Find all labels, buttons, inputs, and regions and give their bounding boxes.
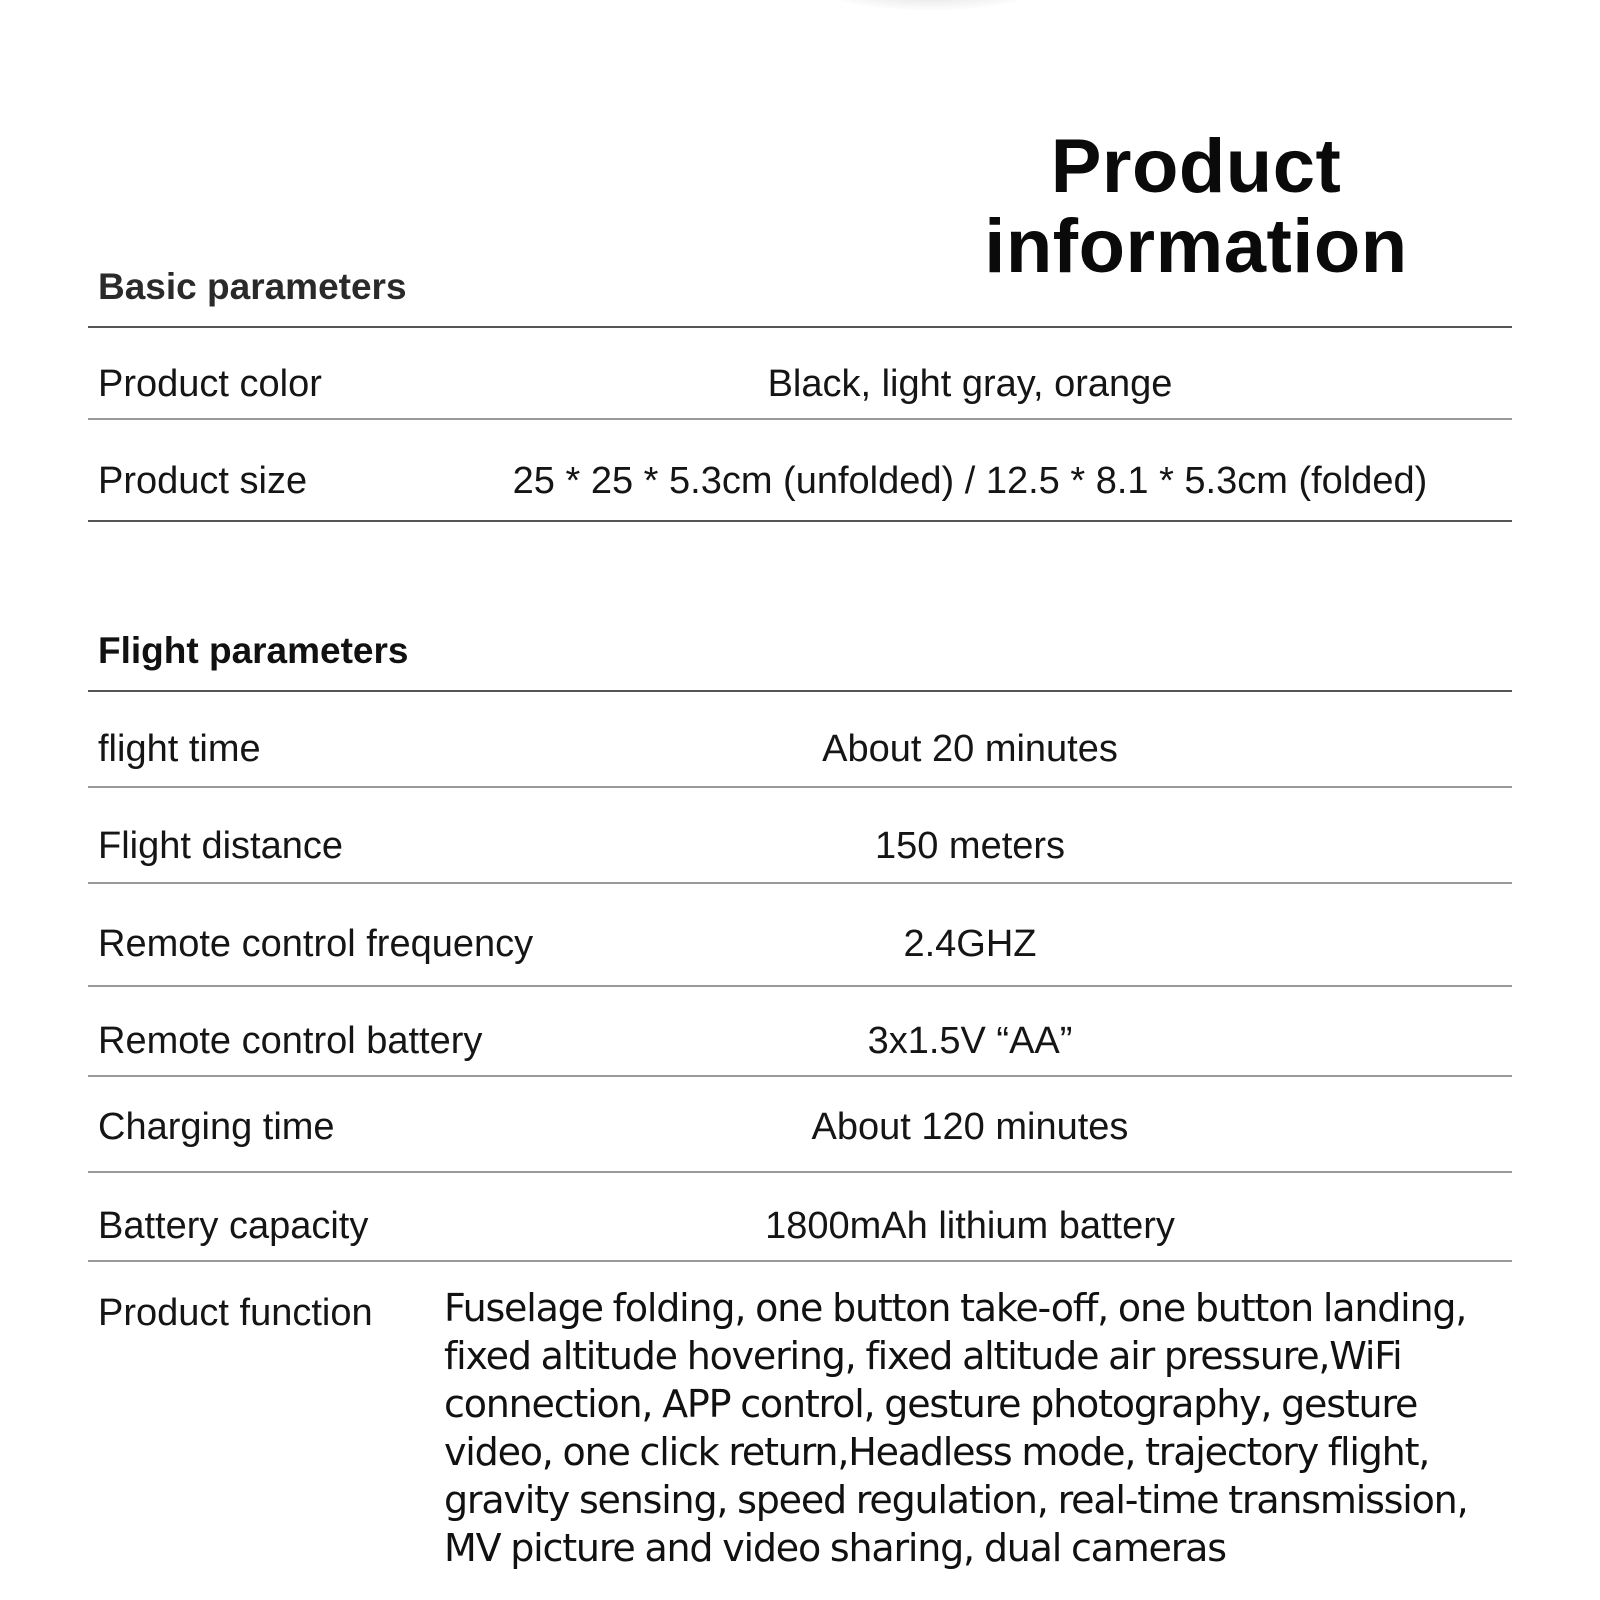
row-divider	[88, 1171, 1512, 1173]
charging-time-value: About 120 minutes	[811, 1106, 1129, 1148]
row-divider	[88, 786, 1512, 788]
product-size-value: 25 * 25 * 5.3cm (unfolded) / 12.5 * 8.1 * 5.3cm (folded)	[512, 460, 1428, 502]
charging-time-label: Charging time	[98, 1106, 335, 1148]
basic-heading-divider	[88, 326, 1512, 328]
row-divider	[88, 1260, 1512, 1262]
basic-section-end-divider	[88, 520, 1512, 522]
flight-heading-divider	[88, 690, 1512, 692]
product-color-value: Black, light gray, orange	[767, 363, 1173, 405]
product-function-line: fixed altitude hovering, fixed altitude air pressure,WiFi	[444, 1334, 1402, 1378]
remote-control-battery-value: 3x1.5V “AA”	[867, 1020, 1073, 1062]
product-function-line: connection, APP control, gesture photography, gesture	[444, 1382, 1418, 1426]
flight-time-value: About 20 minutes	[822, 728, 1118, 770]
product-color-label: Product color	[98, 363, 322, 405]
product-function-line: gravity sensing, speed regulation, real-time transmission,	[444, 1478, 1468, 1522]
battery-capacity-value: 1800mAh lithium battery	[765, 1205, 1175, 1247]
basic-parameters-heading: Basic parameters	[98, 266, 407, 307]
flight-distance-value: 150 meters	[874, 825, 1066, 867]
row-divider	[88, 985, 1512, 987]
product-function-label: Product function	[98, 1292, 373, 1334]
row-divider	[88, 418, 1512, 420]
battery-capacity-label: Battery capacity	[98, 1205, 369, 1247]
remote-control-battery-label: Remote control battery	[98, 1020, 483, 1062]
product-function-value	[444, 1284, 1514, 1572]
remote-control-frequency-value: 2.4GHZ	[903, 923, 1037, 965]
page-title-line-2: information	[984, 203, 1408, 289]
product-function-line: video, one click return,Headless mode, trajectory flight,	[444, 1430, 1430, 1474]
row-divider	[88, 882, 1512, 884]
product-size-label: Product size	[98, 460, 308, 502]
product-function-line: MV picture and video sharing, dual cameras	[444, 1526, 1226, 1570]
flight-distance-label: Flight distance	[98, 825, 344, 867]
product-function-line: Fuselage folding, one button take-off, one button landing,	[444, 1286, 1467, 1330]
row-divider	[88, 1075, 1512, 1077]
page-title	[886, 123, 1506, 289]
remote-control-frequency-label: Remote control frequency	[98, 923, 534, 965]
flight-parameters-heading: Flight parameters	[98, 630, 409, 671]
page-title-line-1: Product	[1050, 123, 1342, 209]
top-decorative-glow	[820, 0, 1040, 10]
flight-time-label: flight time	[98, 728, 261, 770]
